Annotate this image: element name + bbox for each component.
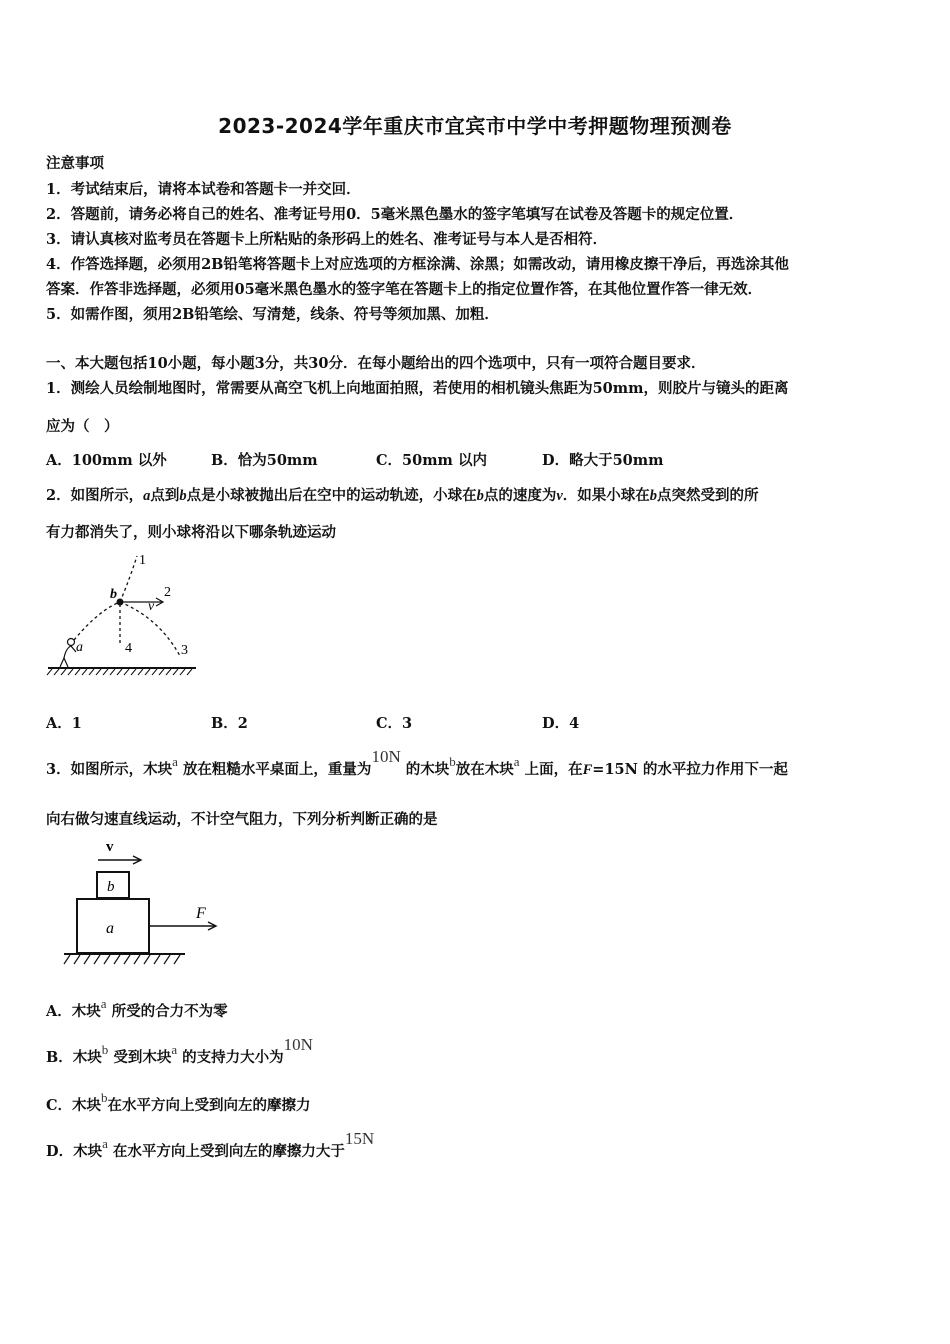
notice-item-2: 2．答题前，请务必将自己的姓名、准考证号用0．5毫米黑色墨水的签字笔填写在试卷及答题卡的规定位置． <box>46 206 744 223</box>
q1-stem-line1: 1．测绘人员绘制地图时，常需要从高空飞机上向地面拍照，若使用的相机镜头焦距为50mm，则胶片与镜头的距离 <box>46 380 789 397</box>
notice-item-4: 4．作答选择题，必须用2B铅笔将答题卡上对应选项的方框涂满、涂黑；如需改动，请用橡皮擦干净后，再选涂其他 <box>46 256 789 273</box>
q2-label-2: 2 <box>164 585 171 600</box>
q2-option-d[interactable]: D．4 <box>542 715 580 732</box>
q1-stem-line2: 应为（ ） <box>46 418 119 435</box>
page-title: 2023-2024学年重庆市宜宾市中学中考押题物理预测卷 <box>218 114 732 138</box>
q3-stem-line2: 向右做匀速直线运动，不计空气阻力，下列分析判断正确的是 <box>46 811 438 828</box>
notice-item-1: 1．考试结束后，请将本试卷和答题卡一并交回． <box>46 181 361 198</box>
q2-stem-line1: 2．如图所示，a点到b点是小球被抛出后在空中的运动轨迹，小球在b点的速度为v．如果小球在b点突然受到的所 <box>46 487 759 504</box>
q3-option-d[interactable]: D．木块a 在水平方向上受到向左的摩擦力大于15N <box>46 1129 375 1160</box>
q3-option-a[interactable]: A．木块a 所受的合力不为零 <box>46 996 228 1020</box>
q2-label-a: a <box>76 640 83 655</box>
q2-option-a[interactable]: A．1 <box>46 715 82 732</box>
q2-label-4: 4 <box>125 641 132 656</box>
q1-option-b[interactable]: B．恰为50mm <box>211 452 318 469</box>
q2-label-3: 3 <box>181 643 188 658</box>
notice-item-5: 5．如需作图，须用2B铅笔绘、写清楚，线条、符号等须加黑、加粗． <box>46 306 499 323</box>
q2-option-c[interactable]: C．3 <box>376 715 413 732</box>
q3-label-a: a <box>106 920 114 937</box>
q2-label-b: b <box>110 587 117 602</box>
q3-label-v: v <box>106 839 114 855</box>
q2-label-1: 1 <box>139 553 146 568</box>
section-heading: 一、本大题包括10小题，每小题3分，共30分．在每小题给出的四个选项中，只有一项符合题目要求． <box>46 355 706 372</box>
notice-item-3: 3．请认真核对监考员在答题卡上所粘贴的条形码上的姓名、准考证号与本人是否相符． <box>46 231 608 248</box>
notice-item-4-cont: 答案．作答非选择题，必须用05毫米黑色墨水的签字笔在答题卡上的指定位置作答，在其他位置作答一律无效． <box>46 281 763 298</box>
q3-label-b: b <box>107 879 115 895</box>
q2-stem-line2: 有力都消失了，则小球将沿以下哪条轨迹运动 <box>46 524 336 541</box>
q3-label-f: F <box>196 905 206 922</box>
q1-option-c[interactable]: C．50mm 以内 <box>376 452 487 469</box>
q3-blocks-figure <box>60 836 230 972</box>
q3-option-b[interactable]: B．木块b 受到木块a 的支持力大小为10N <box>46 1035 313 1066</box>
q1-option-d[interactable]: D．略大于50mm <box>542 452 664 469</box>
q2-option-b[interactable]: B．2 <box>211 715 248 732</box>
q2-label-v: v <box>148 599 155 614</box>
q2-trajectory-figure <box>44 548 204 680</box>
q1-option-a[interactable]: A．100mm 以外 <box>46 452 167 469</box>
q3-stem-line1: 3．如图所示，木块a 放在粗糙水平桌面上，重量为10N 的木块b放在木块a 上面，在F=15N 的水平拉力作用下一起 <box>46 747 788 778</box>
notice-heading: 注意事项 <box>46 155 104 172</box>
q3-option-c[interactable]: C．木块b在水平方向上受到向左的摩擦力 <box>46 1090 311 1114</box>
